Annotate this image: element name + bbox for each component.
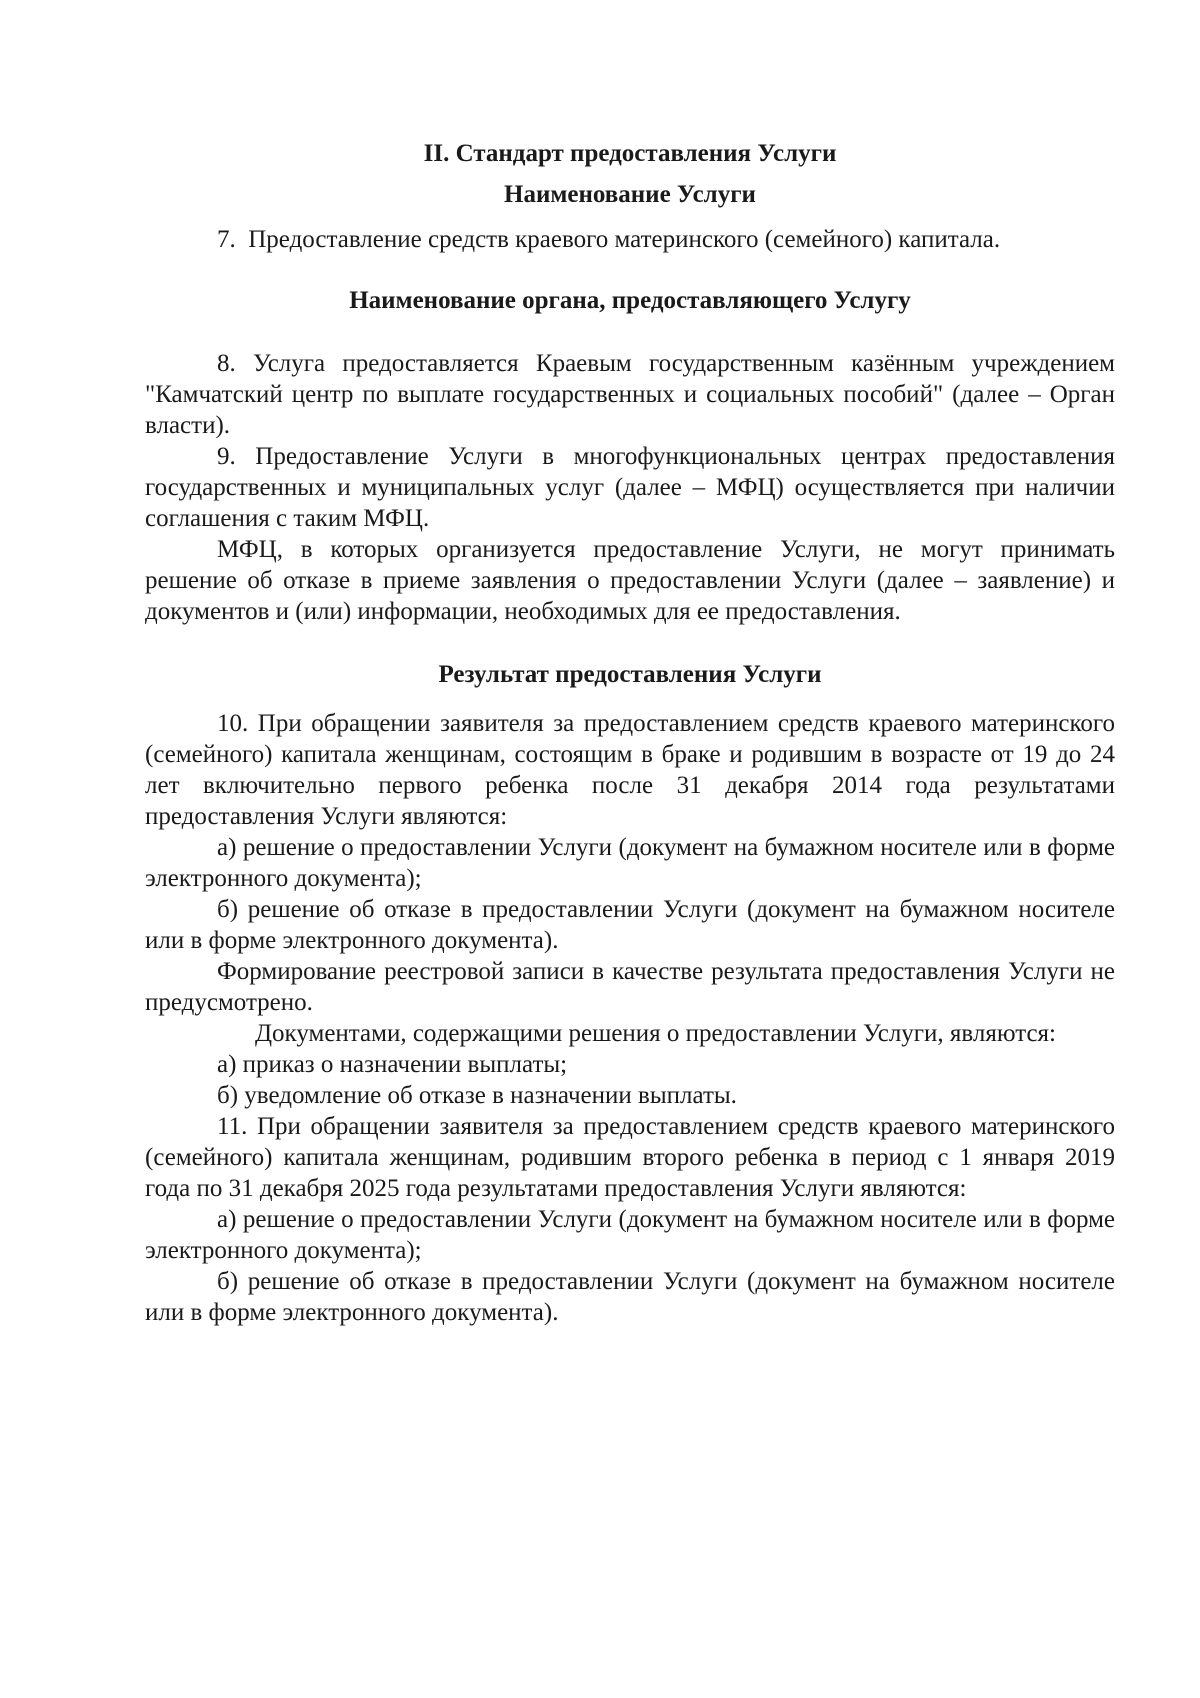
paragraph-10-registry: Формирование реестровой записи в качестве результата предоставления Услуги не предусмотрено.: [145, 958, 1115, 1016]
paragraph-10-documents: Документами, содержащими решения о предоставлении Услуги, являются:: [255, 1020, 1056, 1047]
paragraph-8: 8. Услуга предоставляется Краевым государственным казённым учреждением "Камчатский центр по выплате государственных и социальных пособий" (далее – Орган власти).: [145, 350, 1115, 439]
paragraph-10: 10. При обращении заявителя за предоставлением средств краевого материнского (семейного) капитала женщинам, состоящим в браке и родившим в возрасте от 19 до 24 лет включительно первого ребенка после 31 декабря 2014 года результатами предоставления Услуги являются:: [145, 710, 1115, 830]
paragraph-9-mfc: МФЦ, в которых организуется предоставление Услуги, не могут принимать решение об отказе в приеме заявления о предоставлении Услуги (далее – заявление) и документов и (или) информации, необходимых для ее предоставления.: [145, 536, 1115, 625]
paragraph-10-item-a: а) решение о предоставлении Услуги (документ на бумажном носителе или в форме электронного документа);: [145, 834, 1115, 892]
paragraph-10-item-b: б) решение об отказе в предоставлении Услуги (документ на бумажном носителе или в форме электронного документа).: [145, 896, 1115, 954]
document-page: [145, 138, 1115, 1328]
paragraph-9: 9. Предоставление Услуги в многофункциональных центрах предоставления государственных и муниципальных услуг (далее – МФЦ) осуществляется при наличии соглашения с таким МФЦ.: [145, 443, 1115, 532]
paragraph-10-documents-item-b: б) уведомление об отказе в назначении выплаты.: [217, 1082, 737, 1109]
paragraph-11-item-b: б) решение об отказе в предоставлении Услуги (документ на бумажном носителе или в форме электронного документа).: [145, 1268, 1115, 1326]
service-name-heading: Наименование Услуги: [504, 181, 756, 208]
paragraph-11-item-a: а) решение о предоставлении Услуги (документ на бумажном носителе или в форме электронного документа);: [145, 1206, 1115, 1264]
authority-heading: Наименование органа, предоставляющего Услугу: [349, 287, 911, 314]
paragraph-11: 11. При обращении заявителя за предоставлением средств краевого материнского (семейного) капитала женщинам, родившим второго ребенка в период с 1 января 2019 года по 31 декабря 2025 года результатами предоставления Услуги являются:: [145, 1113, 1115, 1202]
section-title: II. Стандарт предоставления Услуги: [423, 140, 837, 167]
paragraph-7: 7. Предоставление средств краевого материнского (семейного) капитала.: [217, 226, 1001, 253]
paragraph-10-documents-item-a: а) приказ о назначении выплаты;: [217, 1051, 568, 1078]
result-heading: Результат предоставления Услуги: [438, 661, 822, 688]
